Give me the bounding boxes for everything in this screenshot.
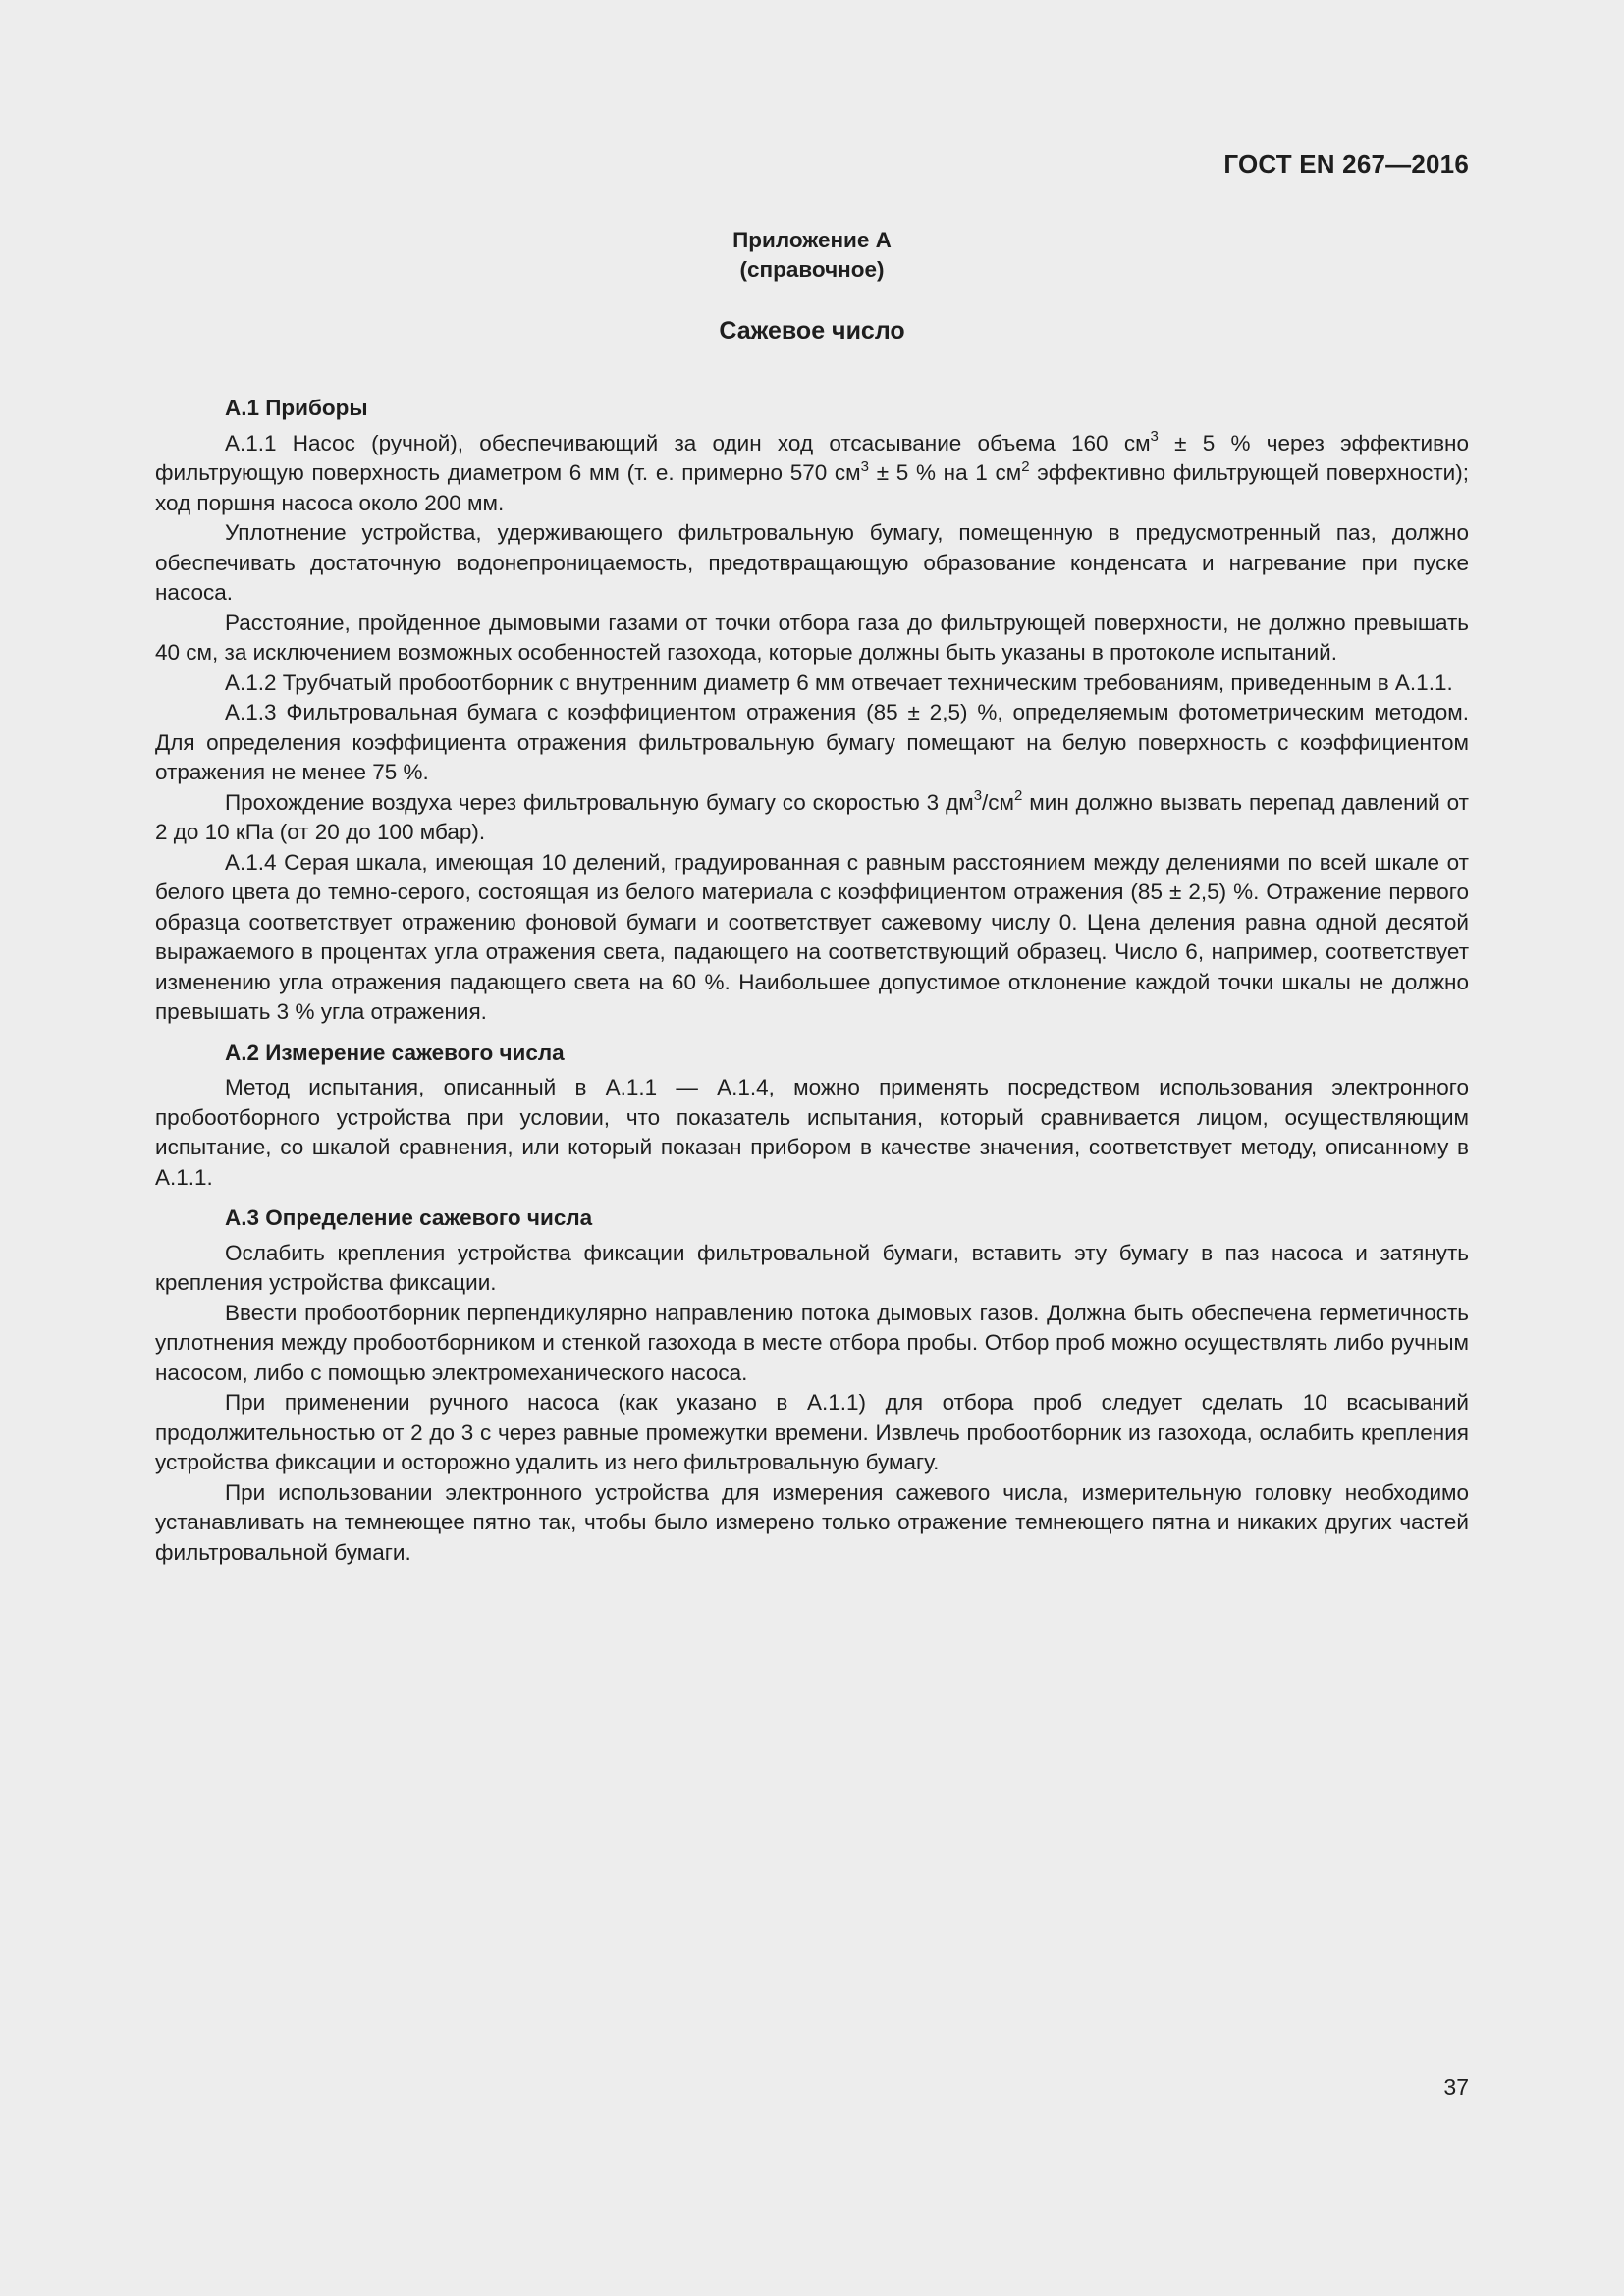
- document-code: ГОСТ EN 267—2016: [1223, 149, 1469, 179]
- paragraph-a3-electronic: При использовании электронного устройства для измерения сажевого числа, измерительную головку необходимо устанавливать на темнеющее пятно так, чтобы было измерено только отражение темнеющего пятна и никаких других частей фильтровальной бумаги.: [155, 1479, 1469, 1565]
- paragraph-a3-manual: При применении ручного насоса (как указано в А.1.1) для отбора проб следует сделать 10 всасываний продолжительностью от 2 до 3 с через равные промежутки времени. Извлечь пробоотборник из газохода, ослабить крепления устройства фиксации и осторожно удалить из него фильтровальную бумагу.: [155, 1390, 1469, 1474]
- paragraph-a112: А.1.2 Трубчатый пробоотборник с внутренним диаметр 6 мм отвечает техническим требованиям, приведенным в А.1.1.: [225, 669, 1453, 695]
- annex-title: Сажевое число: [719, 317, 905, 345]
- page-number: 37: [1443, 2074, 1469, 2100]
- paragraph-distance: Расстояние, пройденное дымовыми газами от точки отбора газа до фильтрующей поверхности, не должно превышать 40 см, за исключением возможных особенностей газохода, которые должны быть указаны в протоколе испытаний.: [155, 610, 1469, 665]
- section-heading-a3: А.3 Определение сажевого числа: [225, 1205, 593, 1230]
- paragraph-air-flow: Прохождение воздуха через фильтровальную бумагу со скоростью 3 $дм^3/см^2$ мин должно вызвать перепад давлений от 2 до 10 кПа (от 20 до 100 мбар).: [155, 787, 1469, 844]
- document-body: [155, 394, 1469, 1568]
- annex-kind: (справочное): [739, 257, 885, 282]
- annex-heading: [0, 226, 1624, 285]
- annex-label: Приложение А: [732, 228, 892, 252]
- paragraph-a2-method: Метод испытания, описанный в А.1.1 — А.1.4, можно применять посредством использования электронного пробоотборного устройства при условии, что показатель испытания, который сравнивается лицом, осуществляющим испытание, со шкалой сравнения, или который показан прибором в качестве значения, соответствует методу, описанному в А.1.1.: [155, 1075, 1469, 1190]
- paragraph-a111: А.1.1 Насос (ручной), обеспечивающий за один ход отсасывание объема 160 $см^3 \pm 5$ % через эффективно фильтрующую поверхность диаметром 6 мм (т. е. примерно 570 $см^3 \pm 5$ % на 1 $см^2$ эффективно фильтрующей поверхности); ход поршня насоса около 200 мм.: [155, 428, 1469, 515]
- paragraph-a113: А.1.3 Фильтровальная бумага с коэффициентом отражения (85 ± 2,5) %, определяемым фотометрическим методом. Для определения коэффициента отражения фильтровальную бумагу помещают на белую поверхность с коэффициентом отражения не менее 75 %.: [155, 700, 1469, 784]
- paragraph-seal: Уплотнение устройства, удерживающего фильтровальную бумагу, помещенную в предусмотренный паз, должно обеспечивать достаточную водонепроницаемость, предотвращающую образование конденсата и нагревание при пуске насоса.: [155, 520, 1469, 605]
- section-heading-a2: А.2 Измерение сажевого числа: [225, 1040, 565, 1065]
- paragraph-a3-insert: Ввести пробоотборник перпендикулярно направлению потока дымовых газов. Должна быть обеспечена герметичность уплотнения между пробоотборником и стенкой газохода в месте отбора пробы. Отбор проб можно осуществлять либо ручным насосом, либо с помощью электромеханического насоса.: [155, 1300, 1469, 1385]
- section-heading-a1: А.1 Приборы: [225, 396, 368, 420]
- paragraph-a3-loosen: Ослабить крепления устройства фиксации фильтровальной бумаги, вставить эту бумагу в паз насоса и затянуть крепления устройства фиксации.: [155, 1240, 1469, 1295]
- paragraph-a114: А.1.4 Серая шкала, имеющая 10 делений, градуированная с равным расстоянием между делениями по всей шкале от белого цвета до темно-серого, состоящая из белого материала с коэффициентом отражения (85 ± 2,5) %. Отражение первого образца соответствует отражению фоновой бумаги и соответствует сажевому числу 0. Цена деления равна одной десятой выражаемого в процентах угла отражения света, падающего на соответствующий образец. Число 6, например, соответствует изменению угла отражения падающего света на 60 %. Наибольшее допустимое отклонение каждой точки шкалы не должно превышать 3 % угла отражения.: [155, 849, 1469, 1024]
